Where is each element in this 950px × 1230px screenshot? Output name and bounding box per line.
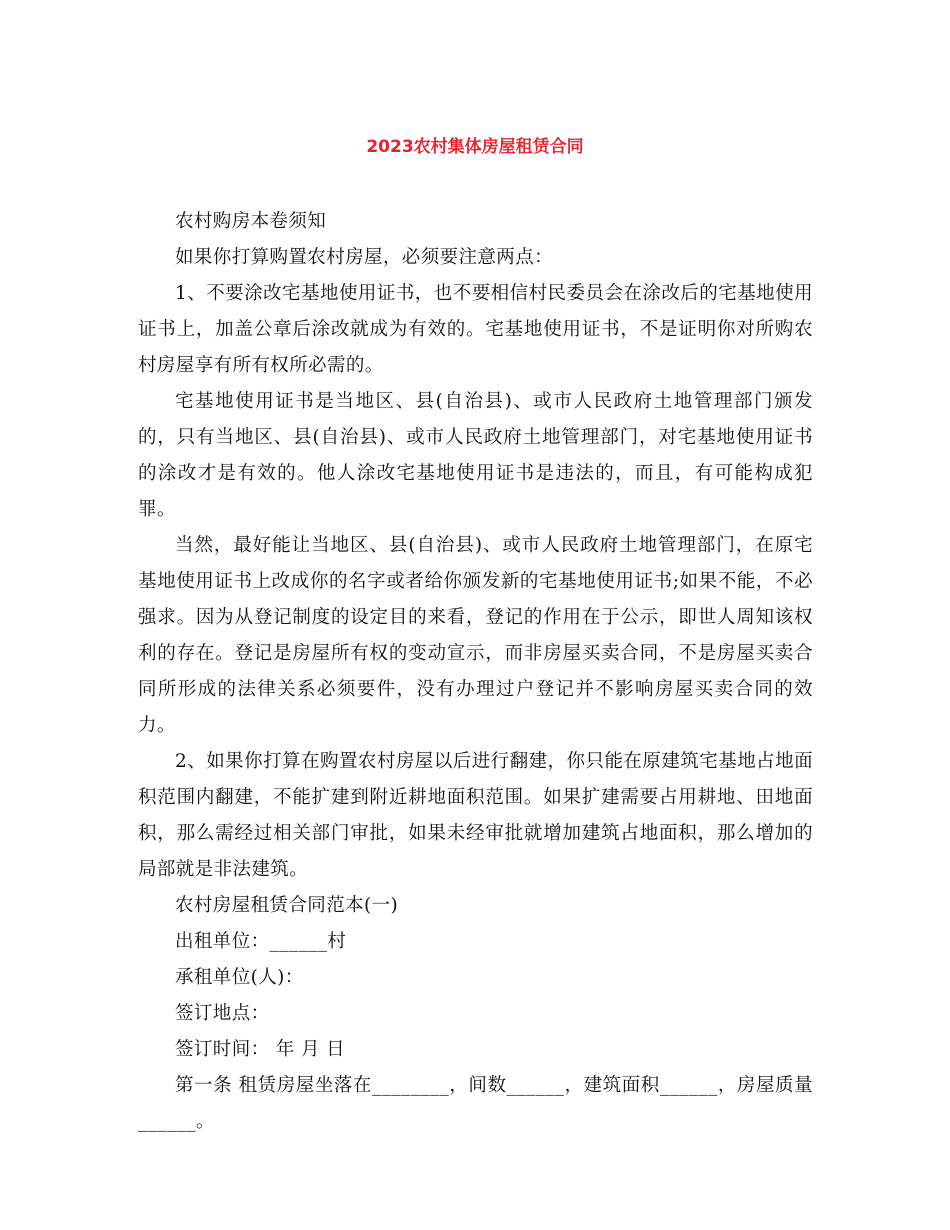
document-body (138, 204, 813, 1140)
section-heading-contract-template: 农村房屋租赁合同范本(一) (175, 895, 399, 916)
document-title: 2023农村集体房屋租赁合同 (366, 137, 584, 157)
field-lessee: 承租单位(人)： (175, 967, 304, 988)
field-signing-date: 签订时间： 年 月 日 (175, 1039, 346, 1060)
paragraph-registration: 当然，最好能让当地区、县(自治县)、或市人民政府土地管理部门，在原宅基地使用证书上改成你的名字或者给你颁发新的宅基地使用证书;如果不能，不必强求。因为从登记制度的设定目的来看，登记的作用在于公示，即世人周知该权利的存在。登记是房屋所有权的变动宣示，而非房屋买卖合同，不是房屋买卖合同所形成的法律关系必须要件，没有办理过户登记并不影响房屋买卖合同的效力。 (138, 535, 813, 736)
paragraph-certificate: 宅基地使用证书是当地区、县(自治县)、或市人民政府土地管理部门颁发的，只有当地区、县(自治县)、或市人民政府土地管理部门，对宅基地使用证书的涂改才是有效的。他人涂改宅基地使用证书是违法的，而且，有可能构成犯罪。 (138, 391, 813, 520)
field-signing-place: 签订地点： (175, 1003, 270, 1024)
paragraph-point-2: 2、如果你打算在购置农村房屋以后进行翻建，你只能在原建筑宅基地占地面积范围内翻建，不能扩建到附近耕地面积范围。如果扩建需要占用耕地、田地面积，那么需经过相关部门审批，如果未经审批就增加建筑占地面积，那么增加的局部就是非法建筑。 (138, 751, 813, 880)
paragraph-intro: 如果你打算购置农村房屋，必须要注意两点： (175, 247, 554, 268)
paragraph-point-1: 1、不要涂改宅基地使用证书，也不要相信村民委员会在涂改后的宅基地使用证书上，加盖公章后涂改就成为有效的。宅基地使用证书，不是证明你对所购农村房屋享有所有权所必需的。 (138, 283, 813, 376)
article-1: 第一条 租赁房屋坐落在________，间数______，建筑面积______，房屋质量______。 (138, 1075, 813, 1132)
section-heading-notice: 农村购房本卷须知 (175, 211, 327, 232)
field-lessor: 出租单位：______村 (175, 931, 347, 952)
